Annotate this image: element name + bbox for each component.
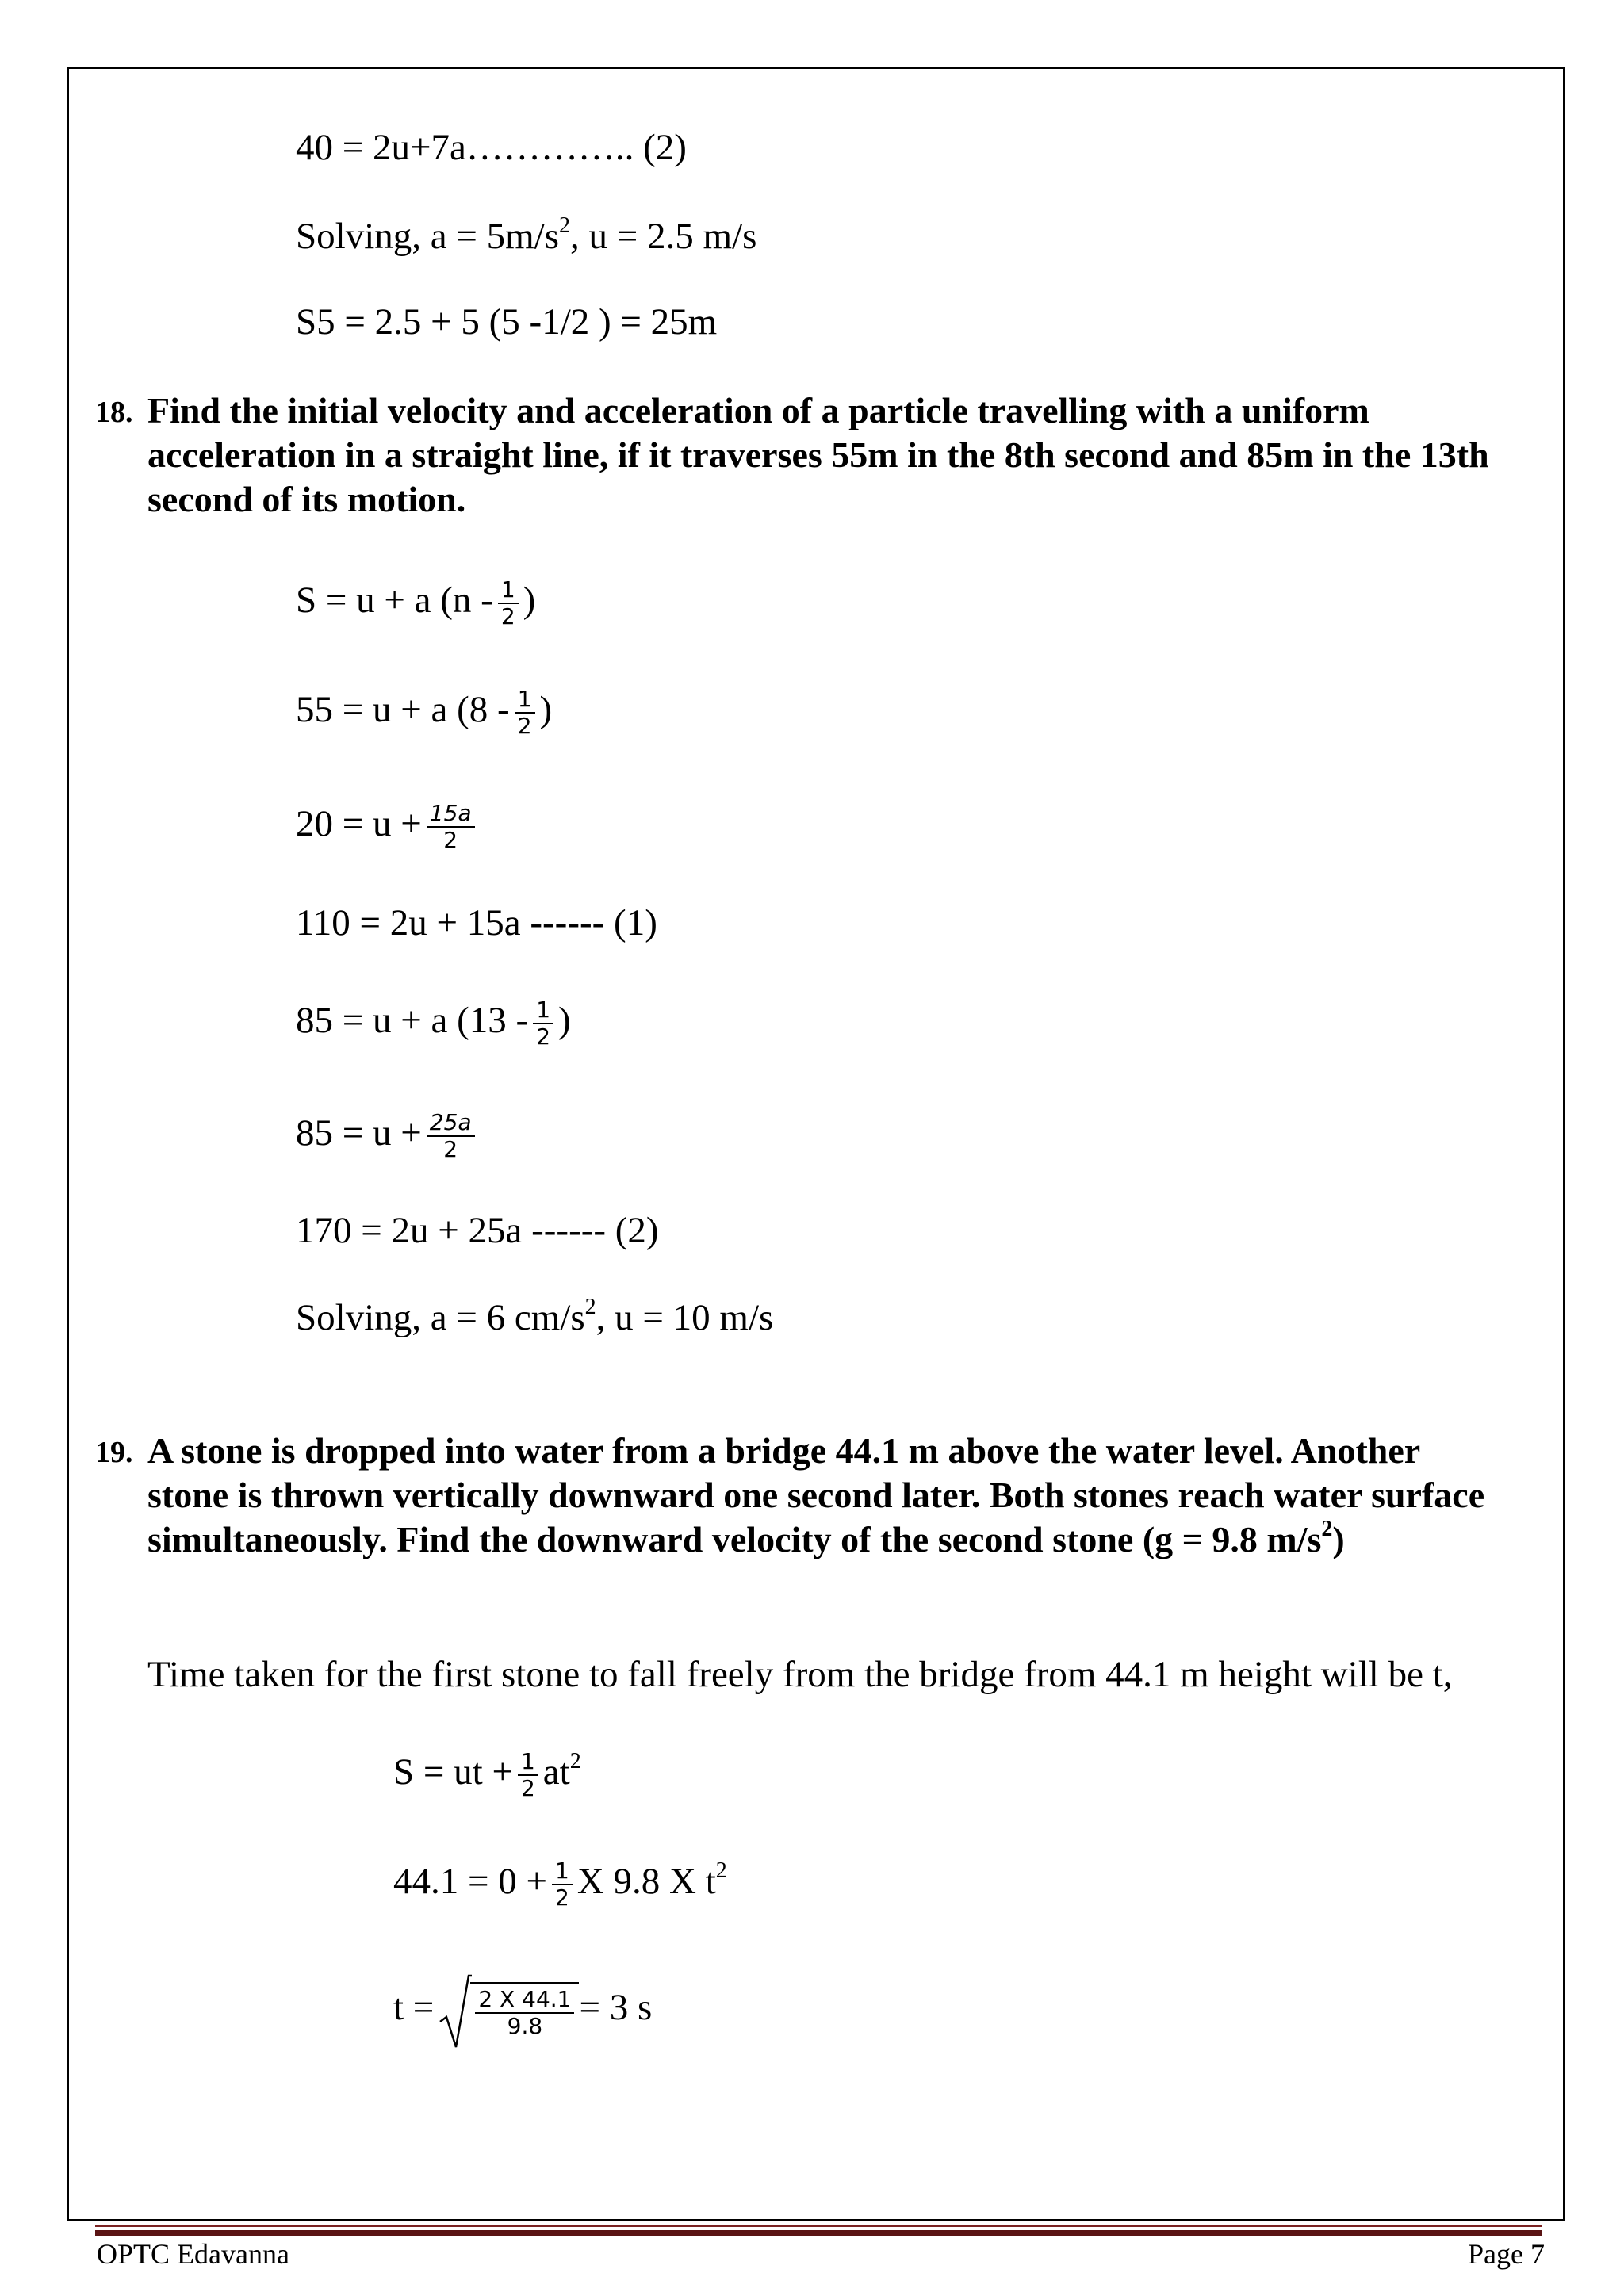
fraction-2x44-over-9: $\frac{2 X 44.1}{9.8}$ — [475, 1987, 574, 2039]
q19-intro: Time taken for the first stone to fall freely from the bridge from 44.1 m height will be t, — [147, 1654, 1453, 1695]
question-text: A stone is dropped into water from a bridge 44.1 m above the water level. Another stone is thrown vertically downward one second later. Both stones reach water surface simultaneously. Find the downward velocity of the second stone (g = 9.8 $m/s^2$) — [147, 1430, 1485, 1559]
q18-eq-55: 55 = u + a (8 - $\frac{1}{2}$ ) — [296, 686, 553, 739]
fraction-15a-over-2: $\frac{15a}{2}$ — [427, 801, 475, 853]
q18-solving-line: Solving, a = 6 $cm/s^2$, u = 10 m/s — [296, 1295, 774, 1338]
footer-institution: OPTC Edavanna — [97, 2238, 289, 2270]
footer-rule-thick — [95, 2230, 1542, 2236]
fraction-half: $\frac{1}{2}$ — [552, 1858, 573, 1911]
question-18 — [95, 388, 1491, 522]
q18-eq-110: 110 = 2u + 15a ------ (1) — [296, 902, 657, 943]
q18-eq-170: 170 = 2u + 25a ------ (2) — [296, 1210, 659, 1251]
fraction-half: $\frac{1}{2}$ — [518, 1749, 538, 1801]
q18-eq-85: 85 = u + a (13 - $\frac{1}{2}$ ) — [296, 997, 571, 1050]
fraction-25a-over-2: $\frac{25a}{2}$ — [427, 1110, 475, 1162]
q18-eq-85-25a: 85 = u + $\frac{25a}{2}$ — [296, 1110, 480, 1162]
fraction-half: $\frac{1}{2}$ — [533, 997, 553, 1050]
square-root — [439, 1982, 579, 2039]
q19-eq-t: t = $\frac{2 X 44.1}{9.8}$ = 3 s — [393, 1982, 652, 2039]
q19-eq-44: 44.1 = 0 + $\frac{1}{2}$ X 9.8 X $t^2$ — [393, 1858, 727, 1911]
q17-solving-line: Solving, $a = 5m/s^2$, u = 2.5 m/s — [296, 213, 757, 257]
question-number: 18. — [95, 396, 133, 429]
q17-equation-2: 40 = 2u+7a………….. (2) — [296, 127, 687, 168]
question-number: 19. — [95, 1436, 133, 1469]
q18-formula: S = u + a (n - $\frac{1}{2}$ ) — [296, 576, 536, 629]
fraction-half: $\frac{1}{2}$ — [498, 577, 519, 629]
question-text: Find the initial velocity and acceleration of a particle travelling with a uniform acceleration in a straight line, if it traverses 55m in the 8th second and 85m in the 13th second of its motion. — [147, 390, 1489, 519]
radical-sign-icon — [439, 1974, 472, 2050]
footer-rule-thin — [95, 2225, 1542, 2227]
q19-formula: S = ut + $\frac{1}{2}$ $at^2$ — [393, 1748, 581, 1801]
question-19 — [95, 1429, 1491, 1562]
q18-eq-20: 20 = u + $\frac{15a}{2}$ — [296, 801, 480, 853]
fraction-half: $\frac{1}{2}$ — [515, 687, 535, 739]
footer-page-number: Page 7 — [1468, 2238, 1545, 2270]
q17-s5-result: S5 = 2.5 + 5 (5 -1/2 ) = 25m — [296, 301, 718, 342]
